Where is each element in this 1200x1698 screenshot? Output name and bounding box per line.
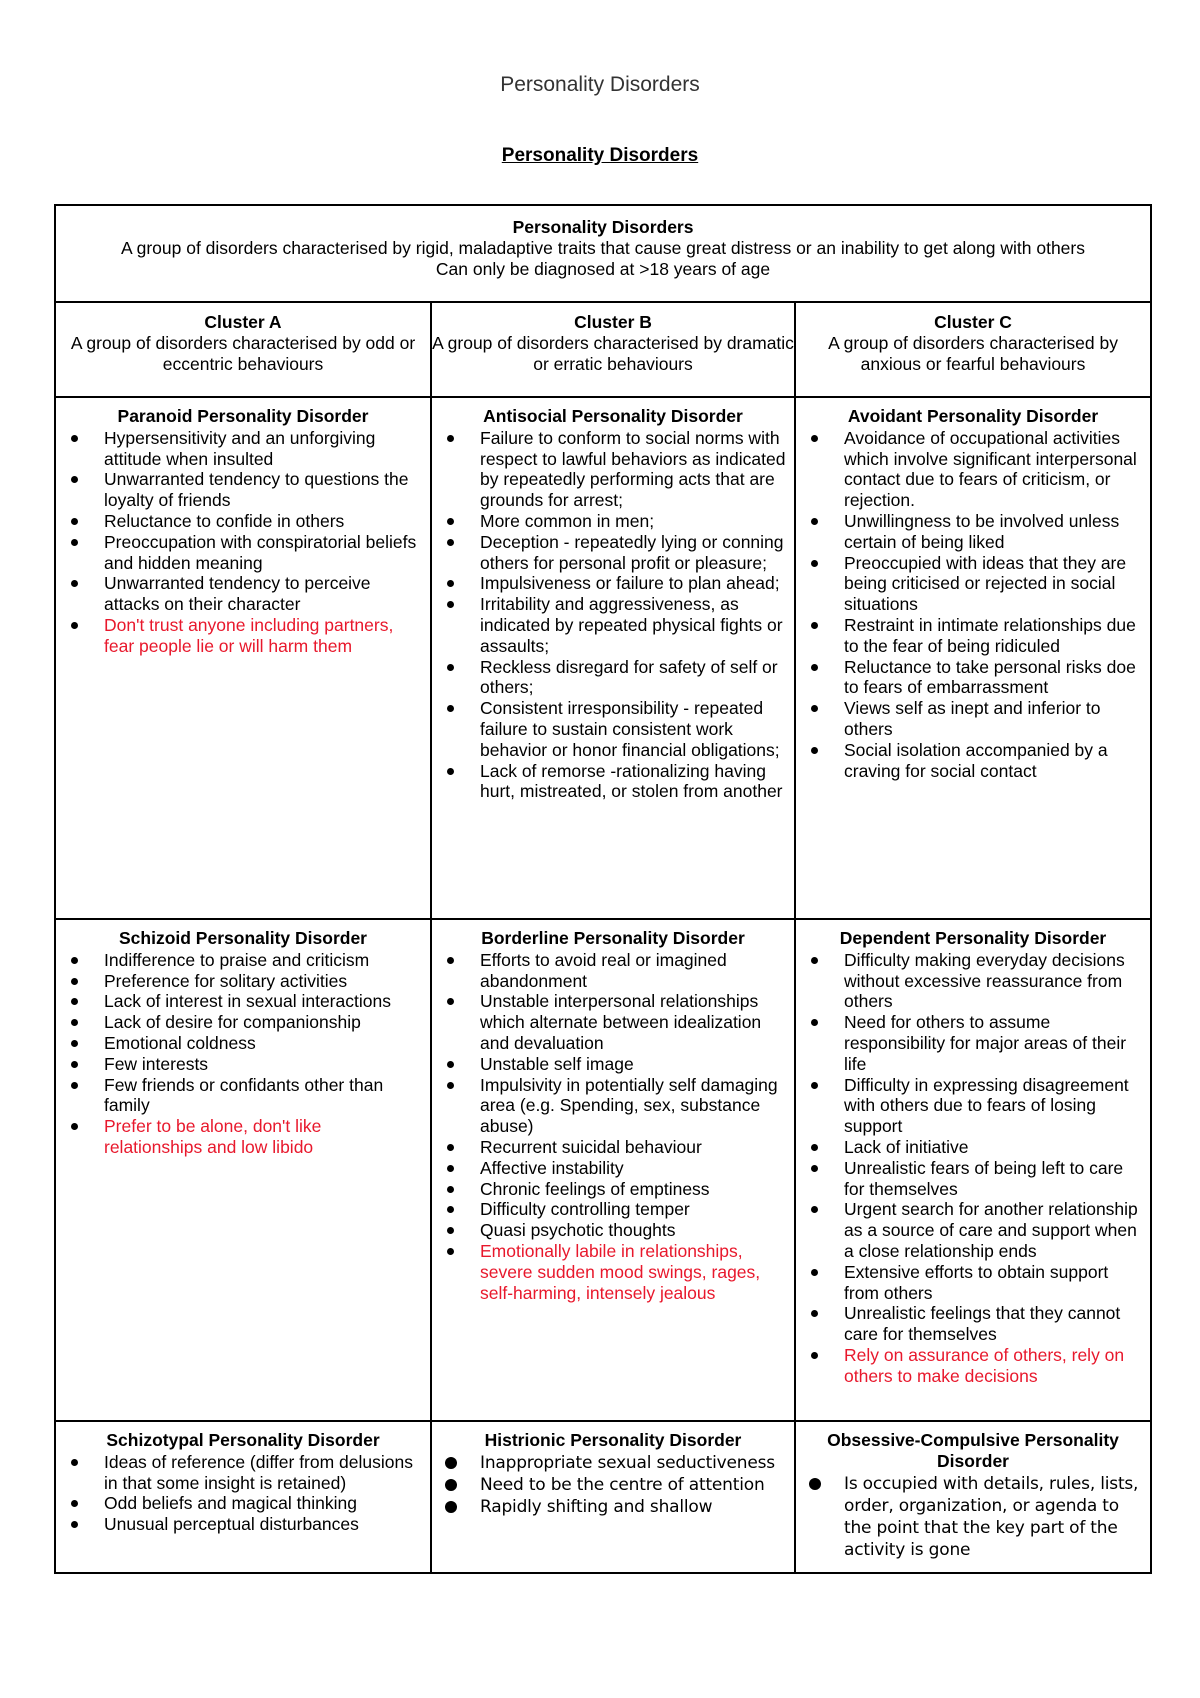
list-item-text: Recurrent suicidal behaviour xyxy=(480,1136,702,1157)
bullet-icon xyxy=(811,622,818,629)
list-item-text: Emotionally labile in relationships, severe sudden mood swings, rages, self-harming, intensely jealous xyxy=(480,1240,761,1303)
list-item xyxy=(64,573,422,615)
paranoid-list xyxy=(64,428,422,657)
list-item xyxy=(804,615,1142,657)
bullet-icon xyxy=(71,978,78,985)
list-item-text: Unwarranted tendency to perceive attacks on their character xyxy=(104,573,371,615)
bullet-icon xyxy=(71,1019,78,1026)
list-item xyxy=(804,698,1142,740)
list-item-text: Preoccupied with ideas that they are being criticised or rejected in social situations xyxy=(844,552,1127,615)
bullet-icon xyxy=(811,705,818,712)
bullet-icon xyxy=(71,580,78,587)
list-item-text: Few friends or confidants other than family xyxy=(104,1074,384,1116)
list-item xyxy=(440,1137,786,1158)
list-item xyxy=(440,1054,786,1075)
list-item-text: Lack of remorse -rationalizing having hurt, mistreated, or stolen from another xyxy=(480,760,783,802)
avoidant-title: Avoidant Personality Disorder xyxy=(847,406,1099,426)
list-item-text: Chronic feelings of emptiness xyxy=(480,1178,710,1199)
bullet-icon xyxy=(447,1206,454,1213)
list-item xyxy=(440,698,786,760)
list-item-text: Unwarranted tendency to questions the loyalty of friends xyxy=(104,469,409,511)
list-item-text: Need for others to assume responsibility for major areas of their life xyxy=(844,1012,1127,1074)
list-item xyxy=(440,1158,786,1179)
list-item xyxy=(440,1241,786,1303)
bullet-icon xyxy=(71,998,78,1005)
list-item xyxy=(64,1514,422,1535)
list-item xyxy=(804,553,1142,615)
list-item-text: Irritability and aggressiveness, as indicated by repeated physical fights or assaults; xyxy=(480,594,783,656)
list-item-text: Urgent search for another relationship as a source of care and support when a close relationship ends xyxy=(844,1199,1138,1261)
bullet-icon xyxy=(447,539,454,546)
list-item-text: Consistent irresponsibility - repeated failure to sustain consistent work behavior or honor financial obligations; xyxy=(480,698,780,760)
list-item-text: Efforts to avoid real or imagined abandonment xyxy=(480,949,727,991)
bullet-icon xyxy=(447,1082,454,1089)
paranoid-title: Paranoid Personality Disorder xyxy=(117,406,369,426)
paranoid-cell xyxy=(55,397,431,919)
list-item xyxy=(64,950,422,971)
cluster-b-cell xyxy=(431,302,795,397)
bullet-icon xyxy=(447,1227,454,1234)
list-item-text: Unrealistic fears of being left to care for themselves xyxy=(844,1157,1124,1199)
list-item-text: Impulsivity in potentially self damaging area (e.g. Spending, sex, substance abuse) xyxy=(480,1074,778,1137)
list-item xyxy=(804,1012,1142,1074)
avoidant-list xyxy=(804,428,1142,782)
cluster-a-description: A group of disorders characterised by odd or eccentric behaviours xyxy=(70,332,416,374)
list-item xyxy=(804,657,1142,699)
bullet-icon xyxy=(811,435,818,442)
bullet-icon xyxy=(447,768,454,775)
bullet-icon xyxy=(811,1352,818,1359)
list-item xyxy=(804,1199,1142,1261)
ocpd-list xyxy=(804,1473,1142,1561)
list-item-text: Extensive efforts to obtain support from others xyxy=(844,1261,1109,1303)
list-item-text: Don't trust anyone including partners, fear people lie or will harm them xyxy=(104,614,394,656)
list-item-text: Preoccupation with conspiratorial beliefs and hidden meaning xyxy=(104,531,417,573)
list-item xyxy=(64,1493,422,1514)
bullet-icon xyxy=(811,1019,818,1026)
bullet-icon xyxy=(445,1479,457,1491)
list-item xyxy=(440,511,786,532)
bullet-icon xyxy=(71,622,78,629)
bullet-icon xyxy=(809,1478,821,1490)
list-item-text: Difficulty making everyday decisions without excessive reassurance from others xyxy=(844,949,1125,1012)
list-item xyxy=(440,991,786,1053)
list-item-text: Ideas of reference (differ from delusions in that some insight is retained) xyxy=(104,1451,414,1493)
list-item-text: Indifference to praise and criticism xyxy=(104,949,370,970)
list-item-text: Impulsiveness or failure to plan ahead; xyxy=(480,573,780,594)
bullet-icon xyxy=(447,580,454,587)
list-item xyxy=(804,1262,1142,1304)
intro-title: Personality Disorders xyxy=(512,217,694,237)
list-item xyxy=(804,1075,1142,1137)
bullet-icon xyxy=(811,1269,818,1276)
bullet-icon xyxy=(71,1500,78,1507)
personality-disorders-table xyxy=(54,204,1152,1574)
bullet-icon xyxy=(811,1144,818,1151)
list-item-text: Unrealistic feelings that they cannot care for themselves xyxy=(844,1303,1121,1345)
list-item-text: Unusual perceptual disturbances xyxy=(104,1514,359,1535)
list-item-text: Unwillingness to be involved unless certain of being liked xyxy=(844,510,1120,552)
list-item xyxy=(804,1473,1142,1561)
list-item-text: Failure to conform to social norms with respect to lawful behaviors as indicated by repeatedly performing acts that are grounds for arrest; xyxy=(480,427,786,511)
antisocial-list xyxy=(440,428,786,802)
antisocial-title: Antisocial Personality Disorder xyxy=(483,406,743,426)
list-item-text: Is occupied with details, rules, lists, order, organization, or agenda to the point that the key part of the activity is gone xyxy=(844,1473,1139,1560)
bullet-icon xyxy=(447,957,454,964)
bullet-icon xyxy=(447,1144,454,1151)
intro-definition: A group of disorders characterised by rigid, maladaptive traits that cause great distress or an inability to get along with others xyxy=(121,237,1085,258)
bullet-icon xyxy=(447,1186,454,1193)
bullet-icon xyxy=(811,1165,818,1172)
cluster-a-cell xyxy=(55,302,431,397)
bullet-icon xyxy=(71,539,78,546)
list-item xyxy=(804,1345,1142,1387)
avoidant-cell xyxy=(795,397,1151,919)
list-item xyxy=(64,532,422,574)
list-item xyxy=(440,1474,786,1496)
cluster-c-name: Cluster C xyxy=(934,312,1012,332)
bullet-icon xyxy=(811,747,818,754)
bullet-icon xyxy=(445,1501,457,1513)
list-item xyxy=(440,1199,786,1220)
list-item xyxy=(64,1033,422,1054)
list-item xyxy=(64,1012,422,1033)
list-item xyxy=(804,740,1142,782)
list-item-text: Rapidly shifting and shallow xyxy=(480,1496,713,1517)
ocpd-title: Obsessive-Compulsive Personality Disorder xyxy=(827,1430,1119,1471)
bullet-icon xyxy=(811,560,818,567)
bullet-icon xyxy=(811,957,818,964)
list-item-text: Emotional coldness xyxy=(104,1032,256,1053)
cluster-a-name: Cluster A xyxy=(204,312,282,332)
list-item xyxy=(440,428,786,511)
document-title: Personality Disorders xyxy=(501,145,699,166)
list-item xyxy=(804,1158,1142,1200)
list-item xyxy=(440,1179,786,1200)
list-item xyxy=(440,761,786,803)
borderline-cell xyxy=(431,919,795,1421)
bullet-icon xyxy=(447,435,454,442)
list-item-text: Difficulty controlling temper xyxy=(480,1199,690,1220)
list-item-text: Avoidance of occupational activities which involve significant interpersonal contact due to fears of criticism, or rejection. xyxy=(844,427,1137,511)
bullet-icon xyxy=(71,435,78,442)
histrionic-cell xyxy=(431,1421,795,1573)
list-item-text: Odd beliefs and magical thinking xyxy=(104,1493,357,1514)
bullet-icon xyxy=(811,1082,818,1089)
list-item xyxy=(64,511,422,532)
bullet-icon xyxy=(71,1061,78,1068)
cluster-b-name: Cluster B xyxy=(574,312,652,332)
bullet-icon xyxy=(447,601,454,608)
list-item-text: Restraint in intimate relationships due to the fear of being ridiculed xyxy=(844,614,1136,656)
borderline-title: Borderline Personality Disorder xyxy=(481,928,745,948)
bullet-icon xyxy=(71,476,78,483)
bullet-icon xyxy=(447,518,454,525)
schizotypal-title: Schizotypal Personality Disorder xyxy=(106,1430,380,1450)
bullet-icon xyxy=(447,705,454,712)
list-item-text: Quasi psychotic thoughts xyxy=(480,1220,676,1241)
bullet-icon xyxy=(71,1521,78,1528)
cluster-c-description: A group of disorders characterised by anxious or fearful behaviours xyxy=(828,332,1118,374)
list-item-text: Unstable self image xyxy=(480,1053,634,1074)
list-item-text: Need to be the centre of attention xyxy=(480,1474,765,1495)
list-item xyxy=(440,573,786,594)
bullet-icon xyxy=(71,518,78,525)
list-item-text: Rely on assurance of others, rely on others to make decisions xyxy=(844,1344,1125,1386)
schizotypal-cell xyxy=(55,1421,431,1573)
list-item-text: Reckless disregard for safety of self or others; xyxy=(480,656,778,698)
list-item xyxy=(64,428,422,470)
bullet-icon xyxy=(811,1206,818,1213)
list-item-text: Difficulty in expressing disagreement with others due to fears of losing support xyxy=(844,1074,1129,1137)
bullet-icon xyxy=(447,1165,454,1172)
list-item xyxy=(804,428,1142,511)
list-item-text: More common in men; xyxy=(480,510,655,531)
schizoid-list xyxy=(64,950,422,1158)
list-item-text: Affective instability xyxy=(480,1157,624,1178)
running-header: Personality Disorders xyxy=(500,73,700,96)
list-item-text: Few interests xyxy=(104,1053,209,1074)
dependent-title: Dependent Personality Disorder xyxy=(839,928,1107,948)
list-item xyxy=(804,1137,1142,1158)
list-item-text: Hypersensitivity and an unforgiving attitude when insulted xyxy=(104,427,376,469)
list-item xyxy=(440,1496,786,1518)
borderline-list xyxy=(440,950,786,1304)
bullet-icon xyxy=(811,1310,818,1317)
list-item-text: Inappropriate sexual seductiveness xyxy=(480,1452,775,1473)
list-item xyxy=(804,1303,1142,1345)
list-item-text: Preference for solitary activities xyxy=(104,970,348,991)
bullet-icon xyxy=(811,664,818,671)
list-item-text: Deception - repeatedly lying or conning others for personal profit or pleasure; xyxy=(480,531,784,573)
cluster-c-cell xyxy=(795,302,1151,397)
list-item xyxy=(440,1452,786,1474)
bullet-icon xyxy=(71,1123,78,1130)
list-item-text: Social isolation accompanied by a craving for social contact xyxy=(844,739,1108,781)
histrionic-title: Histrionic Personality Disorder xyxy=(484,1430,742,1450)
list-item-text: Unstable interpersonal relationships which alternate between idealization and devaluation xyxy=(480,991,762,1053)
list-item xyxy=(64,991,422,1012)
list-item-text: Lack of initiative xyxy=(844,1136,969,1157)
intro-cell xyxy=(55,205,1151,302)
antisocial-cell xyxy=(431,397,795,919)
list-item-text: Reluctance to take personal risks doe to fears of embarrassment xyxy=(844,656,1136,698)
list-item xyxy=(64,1075,422,1117)
dependent-cell xyxy=(795,919,1151,1421)
ocpd-cell xyxy=(795,1421,1151,1573)
list-item xyxy=(64,615,422,657)
list-item xyxy=(440,1220,786,1241)
bullet-icon xyxy=(447,1248,454,1255)
list-item xyxy=(64,1054,422,1075)
bullet-icon xyxy=(447,998,454,1005)
histrionic-list xyxy=(440,1452,786,1518)
schizoid-cell xyxy=(55,919,431,1421)
list-item xyxy=(440,950,786,992)
list-item xyxy=(64,1116,422,1158)
bullet-icon xyxy=(811,518,818,525)
bullet-icon xyxy=(71,1459,78,1466)
bullet-icon xyxy=(71,957,78,964)
dependent-list xyxy=(804,950,1142,1387)
bullet-icon xyxy=(71,1040,78,1047)
schizoid-title: Schizoid Personality Disorder xyxy=(119,928,367,948)
list-item-text: Reluctance to confide in others xyxy=(104,510,345,531)
list-item xyxy=(804,950,1142,1012)
bullet-icon xyxy=(447,1061,454,1068)
list-item-text: Lack of interest in sexual interactions xyxy=(104,991,391,1012)
list-item xyxy=(440,532,786,574)
list-item-text: Lack of desire for companionship xyxy=(104,1012,361,1033)
list-item xyxy=(804,511,1142,553)
schizotypal-list xyxy=(64,1452,422,1535)
intro-age-note: Can only be diagnosed at >18 years of age xyxy=(435,258,771,279)
list-item xyxy=(64,1452,422,1494)
list-item xyxy=(440,657,786,699)
list-item xyxy=(440,594,786,656)
list-item-text: Views self as inept and inferior to others xyxy=(844,698,1101,739)
bullet-icon xyxy=(445,1457,457,1469)
list-item xyxy=(64,971,422,992)
list-item-text: Prefer to be alone, don't like relationships and low libido xyxy=(104,1116,322,1157)
list-item xyxy=(64,469,422,511)
cluster-b-description: A group of disorders characterised by dramatic or erratic behaviours xyxy=(432,332,794,374)
bullet-icon xyxy=(71,1082,78,1089)
list-item xyxy=(440,1075,786,1137)
bullet-icon xyxy=(447,664,454,671)
